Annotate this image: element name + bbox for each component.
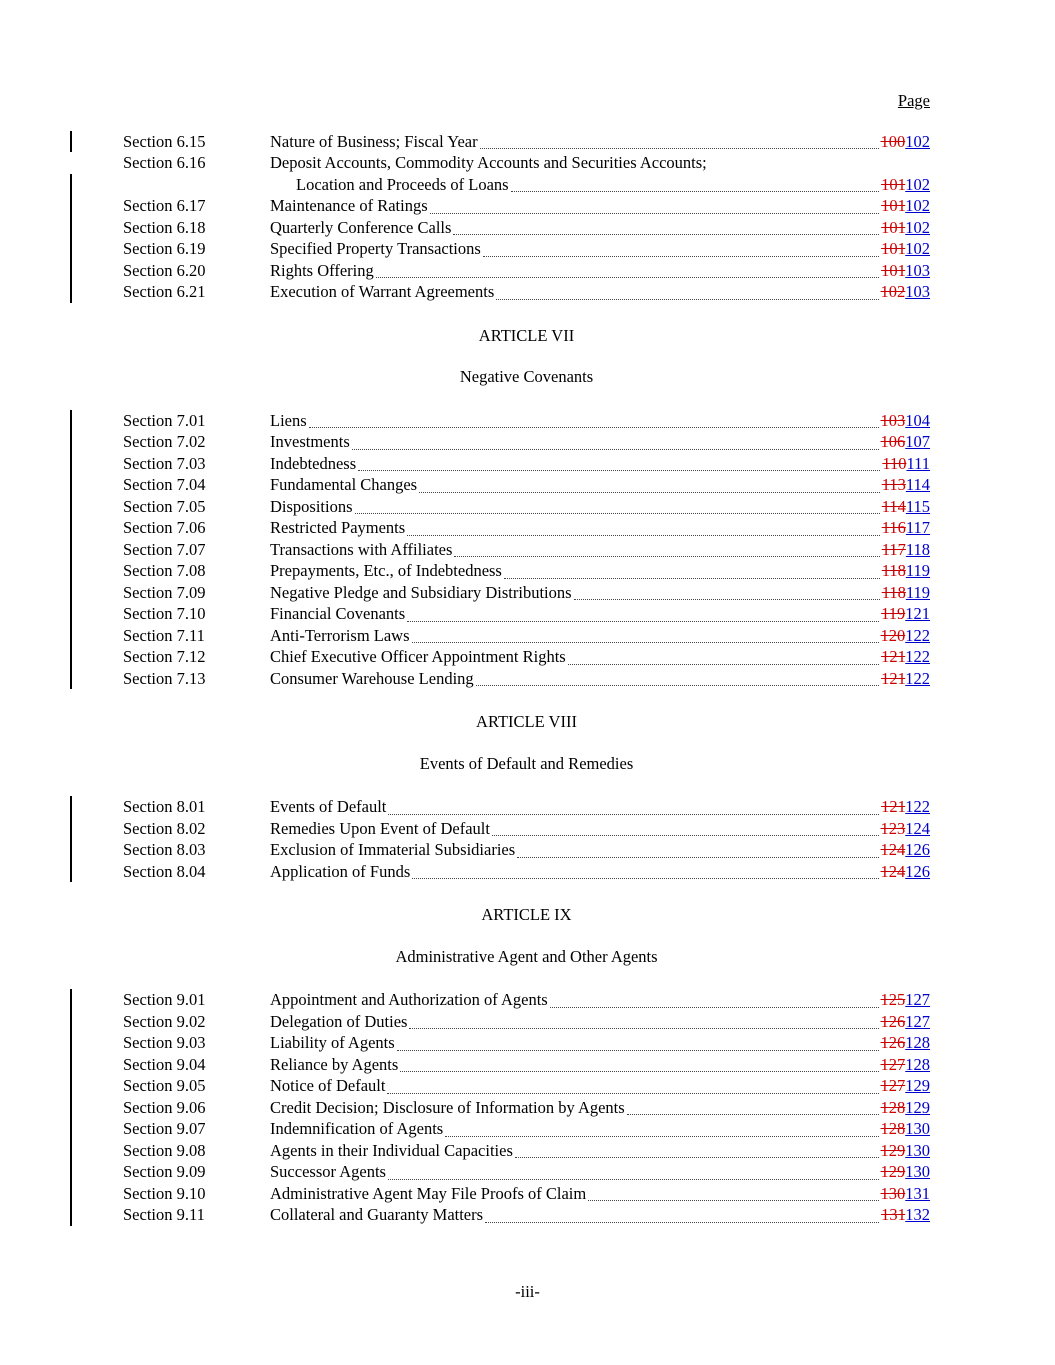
new-page-number: 129 xyxy=(905,1097,930,1117)
section-number: Section 9.06 xyxy=(123,1097,206,1117)
toc-entry xyxy=(123,1140,930,1162)
new-page-number: 102 xyxy=(905,217,930,237)
table-of-contents xyxy=(123,131,930,1226)
dot-leader xyxy=(550,989,879,1008)
change-bar xyxy=(70,1054,72,1076)
section-title: Events of Default xyxy=(270,797,387,816)
old-page-number: 113 xyxy=(881,475,906,494)
change-bar xyxy=(70,1097,72,1119)
toc-entry xyxy=(123,1032,930,1054)
new-page-number: 128 xyxy=(905,1033,930,1052)
dot-leader xyxy=(352,431,879,450)
change-bar xyxy=(70,281,72,303)
new-page-number: 122 xyxy=(905,797,930,816)
toc-entry xyxy=(123,217,930,239)
section-number: Section 9.09 xyxy=(123,1162,206,1181)
page-column-header: Page xyxy=(897,91,930,110)
page-numbers xyxy=(881,260,930,282)
new-page-number: 129 xyxy=(905,1076,930,1095)
section-number: Section 7.03 xyxy=(123,453,206,473)
section-title: Investments xyxy=(270,432,350,451)
dot-leader xyxy=(309,410,879,429)
change-bar xyxy=(70,989,72,1011)
section-title: Nature of Business; Fiscal Year xyxy=(270,131,478,151)
page-numbers xyxy=(881,131,931,153)
dot-leader xyxy=(445,1118,878,1137)
section-title: Dispositions xyxy=(270,496,353,516)
page-numbers xyxy=(882,560,930,582)
section-title: Indebtedness xyxy=(270,453,357,473)
toc-entry xyxy=(123,474,930,496)
dot-leader xyxy=(388,796,879,815)
change-bar xyxy=(70,131,72,153)
section-number: Section 7.13 xyxy=(123,668,206,688)
page-numbers xyxy=(881,646,930,668)
section-number: Section 8.01 xyxy=(123,797,206,816)
new-page-number: 122 xyxy=(905,647,930,666)
section-number: Section 7.12 xyxy=(123,647,206,666)
section-number: Section 9.04 xyxy=(123,1054,206,1074)
section-number: Section 7.04 xyxy=(123,475,206,494)
section-number: Section 7.01 xyxy=(123,410,206,430)
new-page-number: 118 xyxy=(905,539,930,559)
page-numbers xyxy=(882,539,930,561)
old-page-number: 128 xyxy=(880,1097,906,1117)
section-number: Section 7.02 xyxy=(123,432,206,451)
page-numbers xyxy=(882,474,930,496)
dot-leader xyxy=(496,281,878,300)
section-number: Section 6.21 xyxy=(123,282,206,301)
toc-entry xyxy=(123,131,930,153)
section-number: Section 6.20 xyxy=(123,260,206,280)
section-title: Collateral and Guaranty Matters xyxy=(270,1205,484,1224)
old-page-number: 119 xyxy=(881,604,906,623)
section-number: Section 9.05 xyxy=(123,1076,206,1095)
toc-entry xyxy=(123,1183,930,1205)
toc-entry xyxy=(123,1011,930,1033)
change-bar xyxy=(70,1118,72,1140)
section-number: Section 9.11 xyxy=(123,1205,205,1224)
section-title: Anti-Terrorism Laws xyxy=(270,625,410,645)
toc-entry xyxy=(123,1161,930,1183)
toc-entry xyxy=(123,1054,930,1076)
toc-entry xyxy=(123,410,930,432)
article-subheading: Negative Covenants xyxy=(459,367,594,386)
section-number: Section 7.10 xyxy=(123,604,206,623)
page-numbers xyxy=(881,603,930,625)
dot-leader xyxy=(511,174,880,193)
change-bar xyxy=(70,560,72,582)
change-bar xyxy=(70,603,72,625)
change-bar xyxy=(70,796,72,818)
page-numbers xyxy=(881,238,930,260)
page-numbers xyxy=(882,453,930,475)
section-number: Section 7.08 xyxy=(123,561,206,580)
dot-leader xyxy=(454,539,879,558)
dot-leader xyxy=(412,625,879,644)
dot-leader xyxy=(627,1097,879,1116)
new-page-number: 103 xyxy=(905,282,930,301)
dot-leader xyxy=(483,238,879,257)
section-title: Quarterly Conference Calls xyxy=(270,217,452,237)
new-page-number: 114 xyxy=(905,475,930,494)
toc-entry xyxy=(123,989,930,1011)
toc-entry xyxy=(123,668,930,690)
section-title: Rights Offering xyxy=(270,260,374,280)
old-page-number: 101 xyxy=(881,239,906,258)
toc-entry xyxy=(123,453,930,475)
section-number: Section 9.10 xyxy=(123,1183,206,1203)
page-numbers xyxy=(882,517,930,539)
change-bar xyxy=(70,1204,72,1226)
dot-leader xyxy=(409,1011,878,1030)
new-page-number: 122 xyxy=(905,625,930,645)
new-page-number: 119 xyxy=(905,582,930,602)
toc-entry xyxy=(123,1204,930,1226)
change-bar xyxy=(70,517,72,539)
toc-entry xyxy=(123,281,930,303)
section-title-continued: Location and Proceeds of Loans xyxy=(296,174,509,194)
change-bar xyxy=(70,1032,72,1054)
page-numbers xyxy=(881,410,931,432)
old-page-number: 128 xyxy=(880,1119,906,1138)
section-number: Section 7.06 xyxy=(123,518,206,537)
page-numbers xyxy=(881,1140,931,1162)
dot-leader xyxy=(492,818,879,837)
page-numbers xyxy=(881,281,931,303)
old-page-number: 126 xyxy=(880,1011,906,1031)
new-page-number: 126 xyxy=(905,861,930,881)
old-page-number: 121 xyxy=(881,647,906,666)
dot-leader xyxy=(400,1054,878,1073)
toc-entry xyxy=(123,796,930,818)
section-number: Section 8.04 xyxy=(123,861,206,881)
dot-leader xyxy=(388,1161,879,1180)
dot-leader xyxy=(419,474,880,493)
dot-leader xyxy=(504,560,880,579)
toc-entry xyxy=(123,603,930,625)
toc-entry xyxy=(123,517,930,539)
section-number: Section 7.07 xyxy=(123,539,206,559)
article-heading: ARTICLE IX xyxy=(481,905,572,924)
section-title: Liens xyxy=(270,410,307,430)
old-page-number: 124 xyxy=(880,861,906,881)
article-subheading: Events of Default and Remedies xyxy=(419,753,634,773)
section-number: Section 6.18 xyxy=(123,217,206,237)
toc-entry xyxy=(123,1075,930,1097)
section-title: Administrative Agent May File Proofs of Claim xyxy=(270,1183,587,1203)
section-title: Fundamental Changes xyxy=(270,475,418,494)
page-numbers xyxy=(881,1118,931,1140)
old-page-number: 125 xyxy=(880,990,906,1009)
dot-leader xyxy=(574,582,880,601)
section-title: Liability of Agents xyxy=(270,1033,395,1052)
article-subheading: Administrative Agent and Other Agents xyxy=(395,946,658,966)
dot-leader xyxy=(485,1204,879,1223)
section-title: Financial Covenants xyxy=(270,604,406,623)
dot-leader xyxy=(387,1075,878,1094)
section-number: Section 6.19 xyxy=(123,239,206,258)
toc-entry xyxy=(123,818,930,840)
old-page-number: 101 xyxy=(881,217,906,237)
old-page-number: 106 xyxy=(880,432,906,451)
old-page-number: 120 xyxy=(880,625,906,645)
page-numbers xyxy=(881,818,931,840)
dot-leader xyxy=(355,496,880,515)
change-bar xyxy=(70,818,72,840)
change-bar xyxy=(70,1011,72,1033)
page-numbers xyxy=(881,431,931,453)
old-page-number: 121 xyxy=(881,668,906,688)
new-page-number: 122 xyxy=(905,668,930,688)
page-numbers xyxy=(881,1054,931,1076)
change-bar xyxy=(70,839,72,861)
toc-entry xyxy=(123,496,930,518)
dot-leader xyxy=(397,1032,879,1051)
section-title: Transactions with Affiliates xyxy=(270,539,453,559)
change-bar xyxy=(70,1075,72,1097)
section-number: Section 6.16 xyxy=(123,153,206,172)
section-title: Indemnification of Agents xyxy=(270,1119,444,1138)
change-bar xyxy=(70,195,72,217)
toc-entry xyxy=(123,152,930,174)
change-bar xyxy=(70,453,72,475)
section-number: Section 9.08 xyxy=(123,1140,206,1160)
old-page-number: 127 xyxy=(880,1076,906,1095)
toc-entry xyxy=(123,625,930,647)
toc-entry xyxy=(123,431,930,453)
new-page-number: 119 xyxy=(905,561,930,580)
section-title: Credit Decision; Disclosure of Information by Agents xyxy=(270,1097,625,1117)
dot-leader xyxy=(515,1140,879,1159)
page-numbers xyxy=(881,1032,931,1054)
dot-leader xyxy=(453,217,879,236)
page-numbers xyxy=(881,861,931,883)
section-number: Section 7.09 xyxy=(123,582,206,602)
old-page-number: 121 xyxy=(881,797,906,816)
change-bar xyxy=(70,238,72,260)
page-numbers xyxy=(881,1161,931,1183)
section-title: Notice of Default xyxy=(270,1076,386,1095)
new-page-number: 127 xyxy=(905,990,930,1009)
new-page-number: 102 xyxy=(905,196,930,215)
toc-entry xyxy=(123,861,930,883)
change-bar xyxy=(70,646,72,668)
change-bar xyxy=(70,260,72,282)
page-numbers xyxy=(881,989,931,1011)
section-title: Exclusion of Immaterial Subsidiaries xyxy=(270,840,516,859)
section-title: Negative Pledge and Subsidiary Distributions xyxy=(270,582,572,602)
dot-leader xyxy=(358,453,880,472)
section-number: Section 9.03 xyxy=(123,1033,206,1052)
toc-entry xyxy=(123,539,930,561)
section-title: Execution of Warrant Agreements xyxy=(270,282,495,301)
change-bar xyxy=(70,1161,72,1183)
section-title: Prepayments, Etc., of Indebtedness xyxy=(270,561,502,580)
dot-leader xyxy=(588,1183,878,1202)
old-page-number: 124 xyxy=(880,840,906,859)
page-numbers xyxy=(881,1011,931,1033)
toc-entry xyxy=(123,560,930,582)
new-page-number: 104 xyxy=(905,410,930,430)
section-title: Specified Property Transactions xyxy=(270,239,481,258)
change-bar xyxy=(70,410,72,432)
new-page-number: 130 xyxy=(905,1162,930,1181)
new-page-number: 121 xyxy=(905,604,930,623)
section-number: Section 6.15 xyxy=(123,131,206,151)
change-bar xyxy=(70,1183,72,1205)
section-title: Reliance by Agents xyxy=(270,1054,399,1074)
old-page-number: 118 xyxy=(881,561,906,580)
new-page-number: 126 xyxy=(905,840,930,859)
change-bar xyxy=(70,474,72,496)
new-page-number: 102 xyxy=(905,239,930,258)
old-page-number: 123 xyxy=(880,818,906,838)
toc-entry xyxy=(123,1097,930,1119)
new-page-number: 132 xyxy=(905,1205,930,1224)
dot-leader xyxy=(517,839,878,858)
section-title: Successor Agents xyxy=(270,1162,386,1181)
page-numbers xyxy=(882,496,930,518)
page-numbers xyxy=(881,839,931,861)
toc-entry xyxy=(123,1118,930,1140)
article-heading: ARTICLE VII xyxy=(478,325,575,345)
old-page-number: 130 xyxy=(880,1183,906,1203)
page-numbers xyxy=(881,796,930,818)
section-title: Agents in their Individual Capacities xyxy=(270,1140,513,1160)
change-bar xyxy=(70,217,72,239)
page-numbers xyxy=(882,582,930,604)
dot-leader xyxy=(430,195,879,214)
page-numbers xyxy=(881,174,930,196)
section-title: Remedies Upon Event of Default xyxy=(270,818,490,838)
page-numbers xyxy=(881,217,930,239)
page-numbers xyxy=(881,1097,931,1119)
old-page-number: 110 xyxy=(882,453,907,473)
dot-leader xyxy=(412,861,878,880)
old-page-number: 131 xyxy=(881,1205,906,1224)
old-page-number: 114 xyxy=(881,496,906,516)
new-page-number: 130 xyxy=(905,1119,930,1138)
dot-leader xyxy=(476,668,879,687)
change-bar xyxy=(70,668,72,690)
toc-entry xyxy=(123,238,930,260)
section-title: Chief Executive Officer Appointment Rights xyxy=(270,647,566,666)
dot-leader xyxy=(480,131,879,150)
old-page-number: 117 xyxy=(881,539,906,559)
toc-entry xyxy=(123,646,930,668)
new-page-number: 102 xyxy=(905,131,930,151)
change-bar xyxy=(70,861,72,883)
section-title: Appointment and Authorization of Agents xyxy=(270,990,548,1009)
new-page-number: 124 xyxy=(905,818,930,838)
change-bar xyxy=(70,431,72,453)
section-title: Application of Funds xyxy=(270,861,411,881)
change-bar xyxy=(70,174,72,196)
change-bar xyxy=(70,1140,72,1162)
old-page-number: 101 xyxy=(881,174,906,194)
section-title: Maintenance of Ratings xyxy=(270,196,428,215)
dot-leader xyxy=(376,260,879,279)
change-bar xyxy=(70,496,72,518)
dot-leader xyxy=(568,646,879,665)
old-page-number: 116 xyxy=(881,518,906,537)
old-page-number: 100 xyxy=(880,131,906,151)
toc-entry-continuation xyxy=(123,174,930,196)
new-page-number: 128 xyxy=(905,1054,930,1074)
change-bar xyxy=(70,625,72,647)
change-bar xyxy=(70,539,72,561)
page-numbers xyxy=(881,1204,930,1226)
page-footer: -iii- xyxy=(515,1282,540,1301)
new-page-number: 130 xyxy=(905,1140,930,1160)
old-page-number: 127 xyxy=(880,1054,906,1074)
section-number: Section 8.02 xyxy=(123,818,206,838)
section-title: Restricted Payments xyxy=(270,518,406,537)
new-page-number: 117 xyxy=(905,518,930,537)
old-page-number: 129 xyxy=(880,1162,906,1181)
toc-entry xyxy=(123,260,930,282)
section-title: Deposit Accounts, Commodity Accounts and Securities Accounts; xyxy=(270,153,707,172)
section-number: Section 7.11 xyxy=(123,625,205,645)
old-page-number: 102 xyxy=(880,282,906,301)
page-numbers xyxy=(881,1075,931,1097)
page-numbers xyxy=(881,1183,931,1205)
old-page-number: 118 xyxy=(881,582,906,602)
page-numbers xyxy=(881,668,930,690)
new-page-number: 102 xyxy=(905,174,930,194)
section-number: Section 7.05 xyxy=(123,496,206,516)
section-number: Section 8.03 xyxy=(123,840,206,859)
new-page-number: 107 xyxy=(905,432,930,451)
change-bar xyxy=(70,582,72,604)
old-page-number: 101 xyxy=(881,260,906,280)
new-page-number: 127 xyxy=(905,1011,930,1031)
section-number: Section 6.17 xyxy=(123,196,206,215)
dot-leader xyxy=(407,517,880,536)
new-page-number: 131 xyxy=(905,1183,930,1203)
section-number: Section 9.02 xyxy=(123,1011,206,1031)
section-number: Section 9.07 xyxy=(123,1119,206,1138)
new-page-number: 111 xyxy=(906,453,930,473)
toc-entry xyxy=(123,582,930,604)
toc-entry xyxy=(123,195,930,217)
old-page-number: 101 xyxy=(881,196,906,215)
section-title: Consumer Warehouse Lending xyxy=(270,668,474,688)
page-numbers xyxy=(881,195,930,217)
toc-entry xyxy=(123,839,930,861)
section-number: Section 9.01 xyxy=(123,990,206,1009)
article-heading: ARTICLE VIII xyxy=(476,712,577,731)
dot-leader xyxy=(407,603,879,622)
new-page-number: 103 xyxy=(905,260,930,280)
old-page-number: 126 xyxy=(880,1033,906,1052)
old-page-number: 129 xyxy=(880,1140,906,1160)
old-page-number: 103 xyxy=(880,410,906,430)
page-numbers xyxy=(881,625,931,647)
section-title: Delegation of Duties xyxy=(270,1011,408,1031)
new-page-number: 115 xyxy=(905,496,930,516)
